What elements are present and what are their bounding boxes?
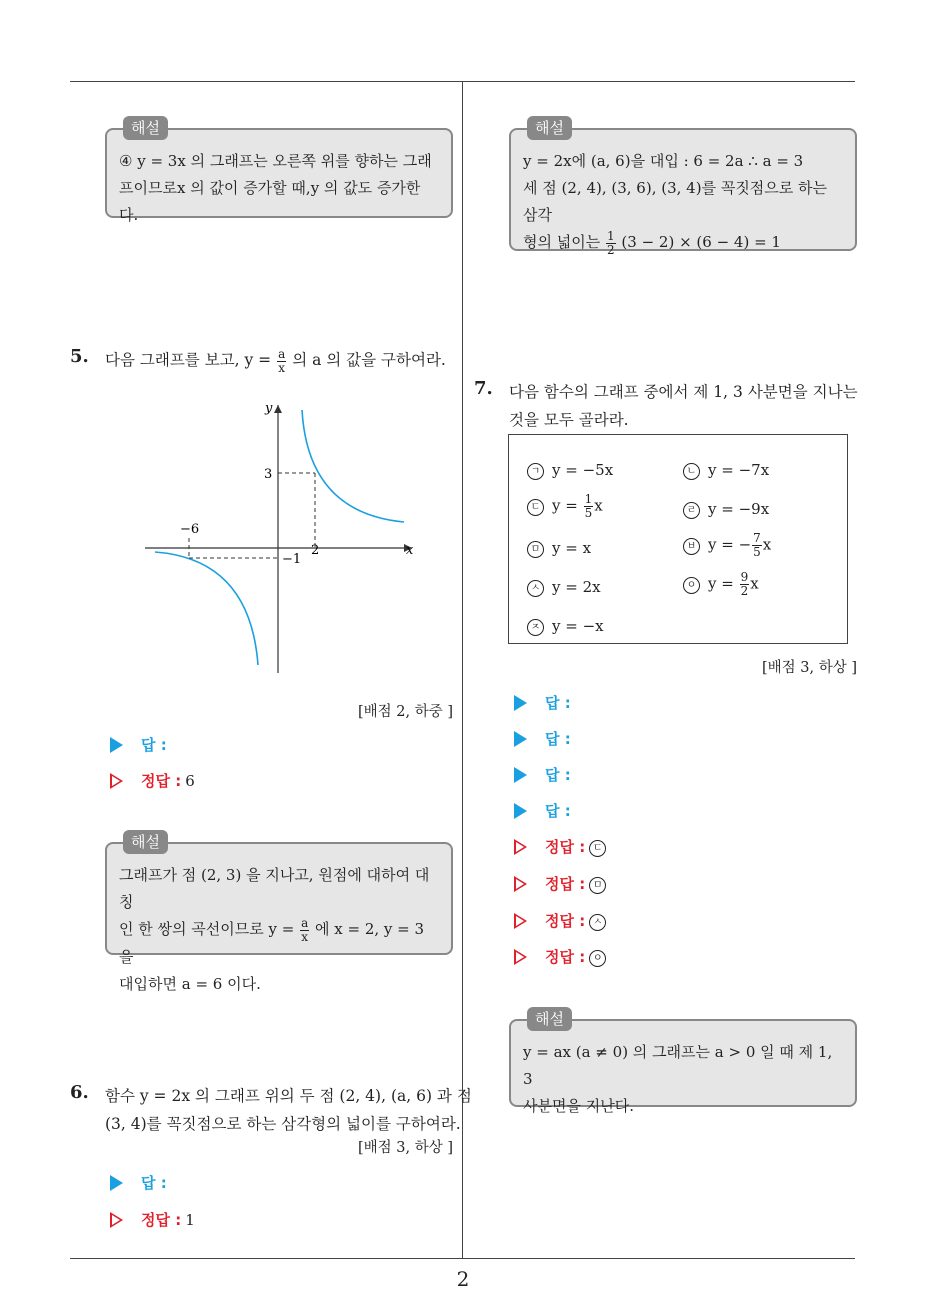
choice-marker: ㅁ xyxy=(527,541,544,558)
choice-item xyxy=(527,539,591,558)
answer-label: 답 : xyxy=(545,730,571,748)
correct-answer-row xyxy=(110,770,195,791)
solution-line: 사분면을 지난다. xyxy=(523,1097,634,1115)
question-text xyxy=(105,346,446,375)
choice-text: y = − xyxy=(708,535,752,554)
choice-text: x xyxy=(750,574,759,593)
choice-item xyxy=(527,578,601,597)
correct-answer-row xyxy=(514,946,614,967)
correct-label: 정답 : xyxy=(545,875,586,893)
choice-marker: ㅅ xyxy=(589,914,606,931)
answer-label: 답 : xyxy=(545,694,571,712)
question-text xyxy=(105,1082,472,1138)
fraction-denominator: 2 xyxy=(607,242,615,257)
choice-item xyxy=(527,617,604,636)
correct-value xyxy=(589,912,614,930)
answer-row[interactable] xyxy=(514,800,571,821)
tick-label: −6 xyxy=(180,522,200,537)
correct-value xyxy=(589,838,614,856)
choice-marker: ㄷ xyxy=(527,499,544,516)
solution-tag: 해설 xyxy=(123,116,168,140)
play-icon xyxy=(514,695,527,711)
answer-label: 답 : xyxy=(545,802,571,820)
solution-line: y = 2x에 (a, 6)을 대입 : 6 = 2a ∴ a = 3 xyxy=(523,152,804,170)
choice-marker: ㅂ xyxy=(683,538,700,555)
fraction-denominator: x xyxy=(278,360,286,375)
choice-text: x xyxy=(594,496,603,515)
choice-text: y = −9x xyxy=(708,500,770,518)
choice-text: y = −5x xyxy=(552,461,614,479)
curve-quadrant-3 xyxy=(155,552,258,665)
choice-item xyxy=(683,532,771,559)
choice-item xyxy=(527,461,613,480)
fraction-numerator: 1 xyxy=(607,228,615,243)
play-icon xyxy=(514,803,527,819)
answer-row[interactable] xyxy=(514,692,571,713)
outline-play-icon xyxy=(110,773,123,789)
answer-row[interactable] xyxy=(514,728,571,749)
fraction xyxy=(584,493,594,520)
correct-value xyxy=(589,948,614,966)
question-line: 것을 모두 골라라. xyxy=(509,411,629,429)
fraction-denominator: 5 xyxy=(753,545,761,559)
choice-marker: ㄷ xyxy=(589,840,606,857)
y-axis-arrow xyxy=(274,405,282,413)
solution-box-7 xyxy=(509,1010,857,1115)
outline-play-icon xyxy=(514,913,527,929)
fraction-numerator: 9 xyxy=(740,570,749,584)
answer-label: 답 : xyxy=(141,736,167,754)
choice-text: y = 2x xyxy=(552,578,601,596)
choice-text: x xyxy=(762,535,772,554)
curve-quadrant-1 xyxy=(302,410,404,522)
answer-label: 답 : xyxy=(141,1174,167,1192)
score-label: [배점 2, 하중 ] xyxy=(357,704,453,720)
page-number: 2 xyxy=(456,1267,470,1291)
solution-box-4 xyxy=(105,119,453,224)
choice-text: y = −7x xyxy=(708,461,770,479)
solution-tag: 해설 xyxy=(527,1007,572,1031)
choice-text: y = xyxy=(552,496,578,515)
tick-label: −1 xyxy=(282,552,302,567)
solution-line xyxy=(523,229,843,257)
choice-marker: ㄹ xyxy=(683,502,700,519)
choice-marker: ㅇ xyxy=(589,950,606,967)
play-icon xyxy=(110,1175,123,1191)
choice-item xyxy=(683,571,759,598)
solution-line: 프이므로x 의 값이 증가할 때,y 의 값도 증가한다. xyxy=(119,179,421,224)
question-text xyxy=(509,378,858,434)
outline-play-icon xyxy=(514,876,527,892)
bottom-rule xyxy=(70,1258,855,1259)
solution-box-6 xyxy=(509,119,857,257)
solution-line xyxy=(119,916,439,971)
answer-row[interactable] xyxy=(110,734,167,755)
question-line: (3, 4)를 꼭짓점으로 하는 삼각형의 넓이를 구하여라. xyxy=(105,1115,461,1133)
choice-item xyxy=(527,493,603,520)
choice-item xyxy=(683,500,769,519)
question-text-part: 의 a 의 값을 구하여라. xyxy=(292,351,446,369)
x-axis-label: x xyxy=(406,543,414,558)
score-label: [배점 3, 하상 ] xyxy=(357,1140,453,1156)
question-number: 5. xyxy=(70,346,89,367)
solution-line: 세 점 (2, 4), (3, 6), (3, 4)를 꼭짓점으로 하는 삼각 xyxy=(523,179,828,224)
choice-marker: ㄱ xyxy=(527,463,544,480)
answer-label: 답 : xyxy=(545,766,571,784)
outline-play-icon xyxy=(110,1212,123,1228)
solution-tag: 해설 xyxy=(527,116,572,140)
choice-marker: ㄴ xyxy=(683,463,700,480)
solution-line: 대입하면 a = 6 이다. xyxy=(119,974,261,993)
correct-answer-row xyxy=(514,910,614,931)
play-icon xyxy=(514,731,527,747)
correct-value: 1 xyxy=(185,1211,195,1229)
play-icon xyxy=(110,737,123,753)
solution-text-part: 에 x = 2, y = 3 을 xyxy=(119,920,425,966)
correct-answer-row xyxy=(514,873,614,894)
correct-value: 6 xyxy=(185,772,195,790)
outline-play-icon xyxy=(514,949,527,965)
question-line: 함수 y = 2x 의 그래프 위의 두 점 (2, 4), (a, 6) 과 점 xyxy=(105,1087,472,1105)
fraction-numerator: 1 xyxy=(584,492,593,506)
question-number: 6. xyxy=(70,1082,89,1103)
choice-marker: ㅈ xyxy=(527,619,544,636)
choice-item xyxy=(683,461,769,480)
choice-marker: ㅁ xyxy=(589,877,606,894)
solution-line: y = ax (a ≠ 0) 의 그래프는 a > 0 일 때 제 1, 3 xyxy=(523,1043,833,1088)
solution-tag: 해설 xyxy=(123,830,168,854)
choice-marker: ㅅ xyxy=(527,580,544,597)
y-axis-label: y xyxy=(265,401,273,416)
choice-text: y = −x xyxy=(552,617,604,635)
solution-line: 그래프가 점 (2, 3) 을 지나고, 원점에 대하여 대칭 xyxy=(119,866,430,911)
play-icon xyxy=(514,767,527,783)
question-number: 7. xyxy=(474,378,493,399)
correct-label: 정답 : xyxy=(545,948,586,966)
solution-text-part: (3 − 2) × (6 − 4) = 1 xyxy=(621,233,781,251)
fraction xyxy=(606,230,616,257)
hyperbola-graph xyxy=(140,395,425,680)
tick-label: 2 xyxy=(311,543,320,558)
fraction-denominator: 5 xyxy=(584,506,593,520)
choices-box xyxy=(508,434,848,644)
fraction-numerator: 7 xyxy=(753,531,761,545)
outline-play-icon xyxy=(514,839,527,855)
choice-text: y = xyxy=(708,574,734,593)
correct-label: 정답 : xyxy=(141,1211,182,1229)
tick-label: 3 xyxy=(264,467,273,482)
correct-label: 정답 : xyxy=(545,912,586,930)
fraction xyxy=(277,348,286,375)
solution-text-part: 형의 넓이는 xyxy=(523,233,601,251)
correct-label: 정답 : xyxy=(141,772,182,790)
answer-row[interactable] xyxy=(110,1172,167,1193)
score-label: [배점 3, 하상 ] xyxy=(761,660,857,676)
choice-marker: ㅇ xyxy=(683,577,700,594)
correct-answer-row xyxy=(110,1209,195,1230)
fraction-numerator: a xyxy=(278,346,286,361)
answer-row[interactable] xyxy=(514,764,571,785)
fraction xyxy=(752,532,762,559)
question-line: 다음 함수의 그래프 중에서 제 1, 3 사분면을 지나는 xyxy=(509,383,858,401)
fraction-denominator: 2 xyxy=(740,584,749,598)
choice-text: y = x xyxy=(552,539,592,557)
fraction-numerator: a xyxy=(301,915,309,930)
correct-value xyxy=(589,875,614,893)
correct-label: 정답 : xyxy=(545,838,586,856)
fraction xyxy=(740,571,750,598)
fraction-denominator: x xyxy=(301,929,309,944)
fraction xyxy=(300,917,309,944)
correct-answer-row xyxy=(514,836,614,857)
question-text-part: 다음 그래프를 보고, y = xyxy=(105,351,272,369)
solution-text-part: 인 한 쌍의 곡선이므로 y = xyxy=(119,920,295,938)
solution-box-5 xyxy=(105,833,453,993)
solution-line: ④ y = 3x 의 그래프는 오른쪽 위를 향하는 그래 xyxy=(119,152,432,170)
